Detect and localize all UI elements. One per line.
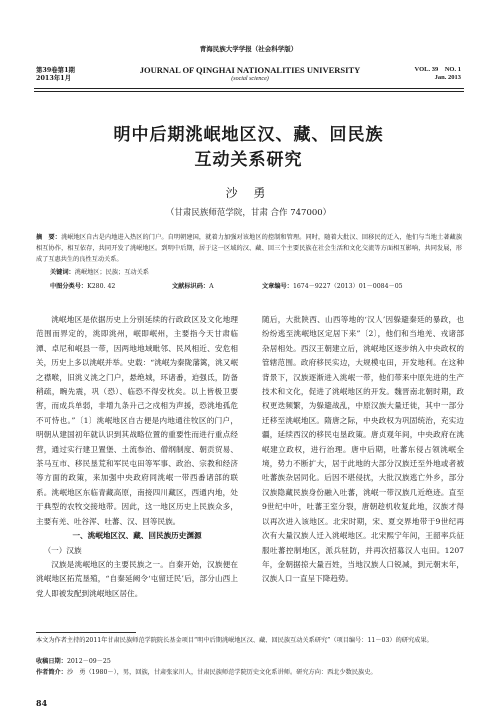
keywords <box>50 267 149 276</box>
journal-school-name: 青海民族大学学报（社会科学版） <box>199 45 298 53</box>
author-name: 沙 勇 <box>225 186 272 200</box>
date-en: Jan. 2013 <box>434 74 461 81</box>
journal-volume-en <box>415 66 461 82</box>
footnote-author-bio <box>36 668 462 678</box>
article-title-line2: 互动关系研究 <box>194 150 303 170</box>
footnote-received <box>36 657 462 667</box>
keywords-text: 洮岷地区；民族；互动关系 <box>74 269 149 276</box>
volume-en: VOL. 39 NO. 1 <box>414 66 461 73</box>
journal-name-en <box>100 66 400 84</box>
body-column-left <box>36 313 238 601</box>
article-title-line1: 明中后期洮岷地区汉、藏、回民族 <box>113 125 384 145</box>
footnote-fund: 本文为作者主持的2011年甘肃民族师范学院院长基金项目“明中后期洮岷地区汉、藏、回民族互动关系研究”（项目编号：11－03）的研究成果。 <box>36 637 433 644</box>
keywords-label: 关键词： <box>50 269 75 276</box>
journal-volume-cn <box>36 66 75 82</box>
bio-text: 沙 勇（1980－），男，回族，甘肃张家川人，甘肃民族师范学院历史文化系讲师。研究方向：西北少数民族史。 <box>66 669 377 676</box>
bio-label: 作者简介： <box>36 669 67 676</box>
document-code-value: A <box>209 283 214 290</box>
footnote-rule <box>36 632 136 633</box>
journal-title-en: JOURNAL OF QINGHAI NATIONALITIES UNIVERSITY <box>139 65 361 75</box>
abstract <box>36 232 462 265</box>
body-column-right <box>262 313 464 587</box>
body-paragraph: 随后，大批陕西、山西等地的‘汉人’因躲避秦廷的暴政，也纷纷逃至洮岷地区定居下来”〔2〕，他们和当地羌、戎诸部杂居相处。西汉王朝建立后，洮岷地区逐步纳入中央政权的管辖范围。政府移民实边，大规模屯田，开发地利。在这种背景下，汉族逐渐进入洮岷一带，他们带来中原先进的生产技术和文化，促进了洮岷地区的开发。魏晋南北朝时期，政权更迭频繁，为躲避战乱，中原汉族大量迁徙，其中一部分迁移至洮岷地区。隋唐之际，中央政权为巩固统治，充实边疆，延续西汉的移民屯垦政策。唐贞观年间，中央政府在洮岷建立政权，进行治理。唐中后期，吐蕃东侵占领洮岷全境，势力不断扩大，居于此地的大部分汉族迁至外地或者被吐蕃族杂居同化。后因不堪侵扰，大批汉族逃亡外乡，部分汉族隐藏民族身份融入吐蕃，洮岷一带汉族几近绝迹。直至9世纪中叶，吐蕃王室分裂，唐朝趁机收复此地，汉族才得以再次进入该地区。北宋时期，宋、夏交界地带于9世纪再次有大量汉族人迁入洮岷地区。北宋熙宁年间，王韶率兵征服吐蕃控制地区，派兵驻防，并再次招募汉人屯田。1207年，金朝据掠大量百姓，当地汉族人口锐减，到元朝末年，汉族人口一直呈下降趋势。 <box>262 315 464 584</box>
received-date: 2012－09－25 <box>66 658 111 665</box>
clc-label: 中图分类号： <box>50 283 88 290</box>
document-code-label: 文献标识码： <box>172 283 210 290</box>
journal-edition-en: (social science) <box>231 76 269 82</box>
page-number: 84 <box>36 698 48 708</box>
article-number-value: 1674－9227（2013）01－0084－05 <box>292 283 403 290</box>
abstract-label: 摘 要： <box>36 234 62 241</box>
body-paragraph: 汉族是洮岷地区的主要民族之一。自秦开始，汉族便在洮岷地区拓荒垦殖，“自秦延阙令‘屯留迁民’后，部分山西上党人即被发配到洮岷地区居住。 <box>36 559 238 598</box>
article-number-label: 文章编号： <box>262 283 293 290</box>
subsection-heading: （一）汉族 <box>43 545 82 555</box>
received-label: 收稿日期： <box>36 658 67 665</box>
volume-cn: 第39卷第1期 <box>36 66 75 74</box>
clc-value: K280. 42 <box>87 283 116 290</box>
clc-number <box>50 281 115 290</box>
header-rule <box>34 88 464 89</box>
author-affiliation: （甘肃民族师范学院，甘肃 合作 747000） <box>165 208 332 218</box>
body-paragraph: 洮岷地区是依据历史上分别延续的行政政区及文化地理范围而界定的，洮即洮州，岷即岷州，主要指今天甘肃临潭、卓尼和岷县一带，因两地地域毗邻、民风相近、安危相关，历史上多以洮岷并举。史载：“洮岷为秦陇藩篱，洮又岷之襟喉，旧洮义洮之门户，悬绝城，环诸番，迫强氐，防备稍疏，畹先震，巩（恐）、临恐不得安枕矣。以上皆极卫要害，而成兵单弱，非增九条升己之戍相为声援，恐洮地孤危不可恃也。”〔1〕洮岷地区自古便是内地通往牧区的门户，明朝从建国初年就认识到其战略位置的重要性而进行重点经营，通过实行建卫置堡、土流参治、僧纲制度、朝贡贸易、茶马互市、移民垦荒和军民屯田等军事、政治、宗教和经济等方面的政策，来加强中央政府同洮岷一带西番诸部的联系。洮岷地区东临青藏高原，南接四川藏区，西通内地，处于典型的农牧交接地带。因此，这一地区历史上民族众多，主要有羌、吐谷浑、吐蕃、汉、回等民族。 <box>36 315 238 526</box>
document-code <box>172 281 214 290</box>
date-cn: 2013年1月 <box>36 74 72 82</box>
section-heading: 一、洮岷地区汉、藏、回民族历史渊源 <box>72 531 202 541</box>
header-rule-thin <box>34 91 464 92</box>
abstract-text: 洮岷地区自古是内地进入热区的门户。自明朝建国，就着力加强对该地区的控制和管理。同时，随着大批汉、回移民的迁入，他们与当地土著藏族相互协作，相互依存，共同开发了洮岷地区。到明中后期，居于这一区域的汉、藏、回三个主要民族在社会生活和文化交流等方面相互影响，共同发展，形成了互惠共生的良性互动关系。 <box>36 234 463 263</box>
article-number <box>262 281 403 290</box>
